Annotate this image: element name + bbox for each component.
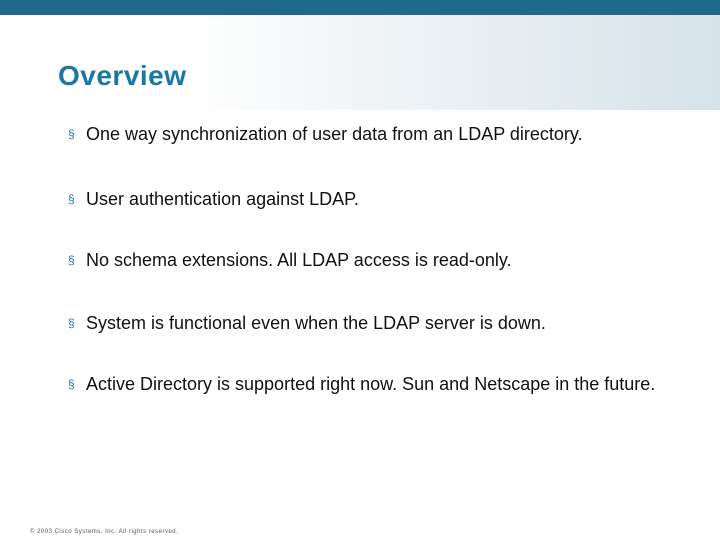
- top-banner-bar: [0, 0, 720, 15]
- bullet-text: Active Directory is supported right now. Sun and Netscape in the future.: [86, 374, 656, 394]
- bullet-icon: §: [68, 127, 75, 141]
- bullet-item: [68, 187, 706, 211]
- bullet-text: One way synchronization of user data from an LDAP directory.: [86, 124, 583, 144]
- copyright-footer: © 2003 Cisco Systems, Inc. All rights reserved.: [30, 529, 179, 535]
- bullet-item: [68, 248, 706, 272]
- bullet-icon: §: [68, 253, 75, 267]
- bullet-icon: §: [68, 192, 75, 206]
- bullet-item: [68, 122, 706, 146]
- bullet-text: No schema extensions. All LDAP access is read-only.: [86, 250, 512, 270]
- bullet-item: [68, 311, 706, 335]
- bullet-item: [68, 372, 706, 396]
- bullet-text: System is functional even when the LDAP server is down.: [86, 313, 546, 333]
- bullet-text: User authentication against LDAP.: [86, 189, 359, 209]
- slide-title: Overview: [58, 60, 187, 91]
- bullet-icon: §: [68, 316, 75, 330]
- bullet-icon: §: [68, 377, 75, 391]
